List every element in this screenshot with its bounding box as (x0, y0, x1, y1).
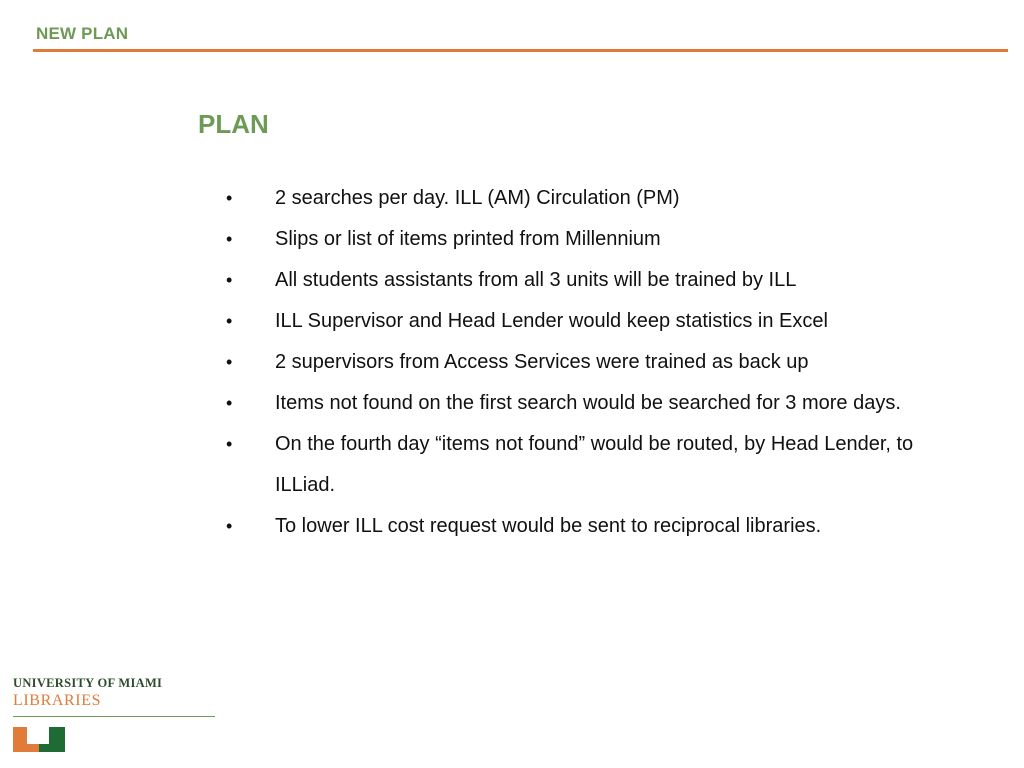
list-item-text: To lower ILL cost request would be sent to reciprocal libraries. (275, 515, 822, 537)
university-logo (13, 676, 215, 717)
list-item (226, 301, 895, 342)
logo-libraries-name: LIBRARIES (13, 692, 102, 709)
u-logo-bottom-left (13, 744, 39, 752)
bullet-icon: • (226, 270, 233, 290)
list-item (226, 342, 926, 383)
bullet-icon: • (226, 311, 233, 331)
list-item (226, 219, 926, 260)
bullet-list (226, 178, 926, 547)
list-item-text: Items not found on the first search would be searched for 3 more days. (275, 392, 901, 414)
bullet-icon: • (226, 393, 233, 413)
u-logo-inner-cut (27, 727, 49, 742)
bullet-icon: • (226, 188, 233, 208)
bullet-icon: • (226, 229, 233, 249)
list-item-text: All students assistants from all 3 units will be trained by ILL (275, 269, 797, 291)
bullet-icon: • (226, 434, 233, 454)
list-item (226, 424, 955, 506)
list-item-text: ILL Supervisor and Head Lender would keep statistics in Excel (275, 310, 828, 332)
bullet-icon: • (226, 352, 233, 372)
header-divider (33, 49, 1008, 52)
logo-university-name: UNIVERSITY OF MIAMI (13, 676, 163, 690)
u-logo-icon (13, 727, 67, 753)
list-item-text: 2 supervisors from Access Services were trained as back up (275, 351, 809, 373)
logo-divider (13, 716, 215, 717)
list-item-text: On the fourth day “items not found” would be routed, by Head Lender, to ILLiad. (275, 433, 914, 496)
slide-title: PLAN (198, 109, 269, 139)
list-item (226, 260, 926, 301)
section-label: NEW PLAN (36, 24, 129, 43)
list-item (226, 383, 925, 424)
u-logo-bottom-right (39, 744, 65, 752)
list-item (226, 506, 926, 547)
list-item (226, 178, 926, 219)
list-item-text: Slips or list of items printed from Millennium (275, 228, 661, 250)
list-item-text: 2 searches per day. ILL (AM) Circulation (PM) (275, 187, 680, 209)
bullet-icon: • (226, 516, 233, 536)
